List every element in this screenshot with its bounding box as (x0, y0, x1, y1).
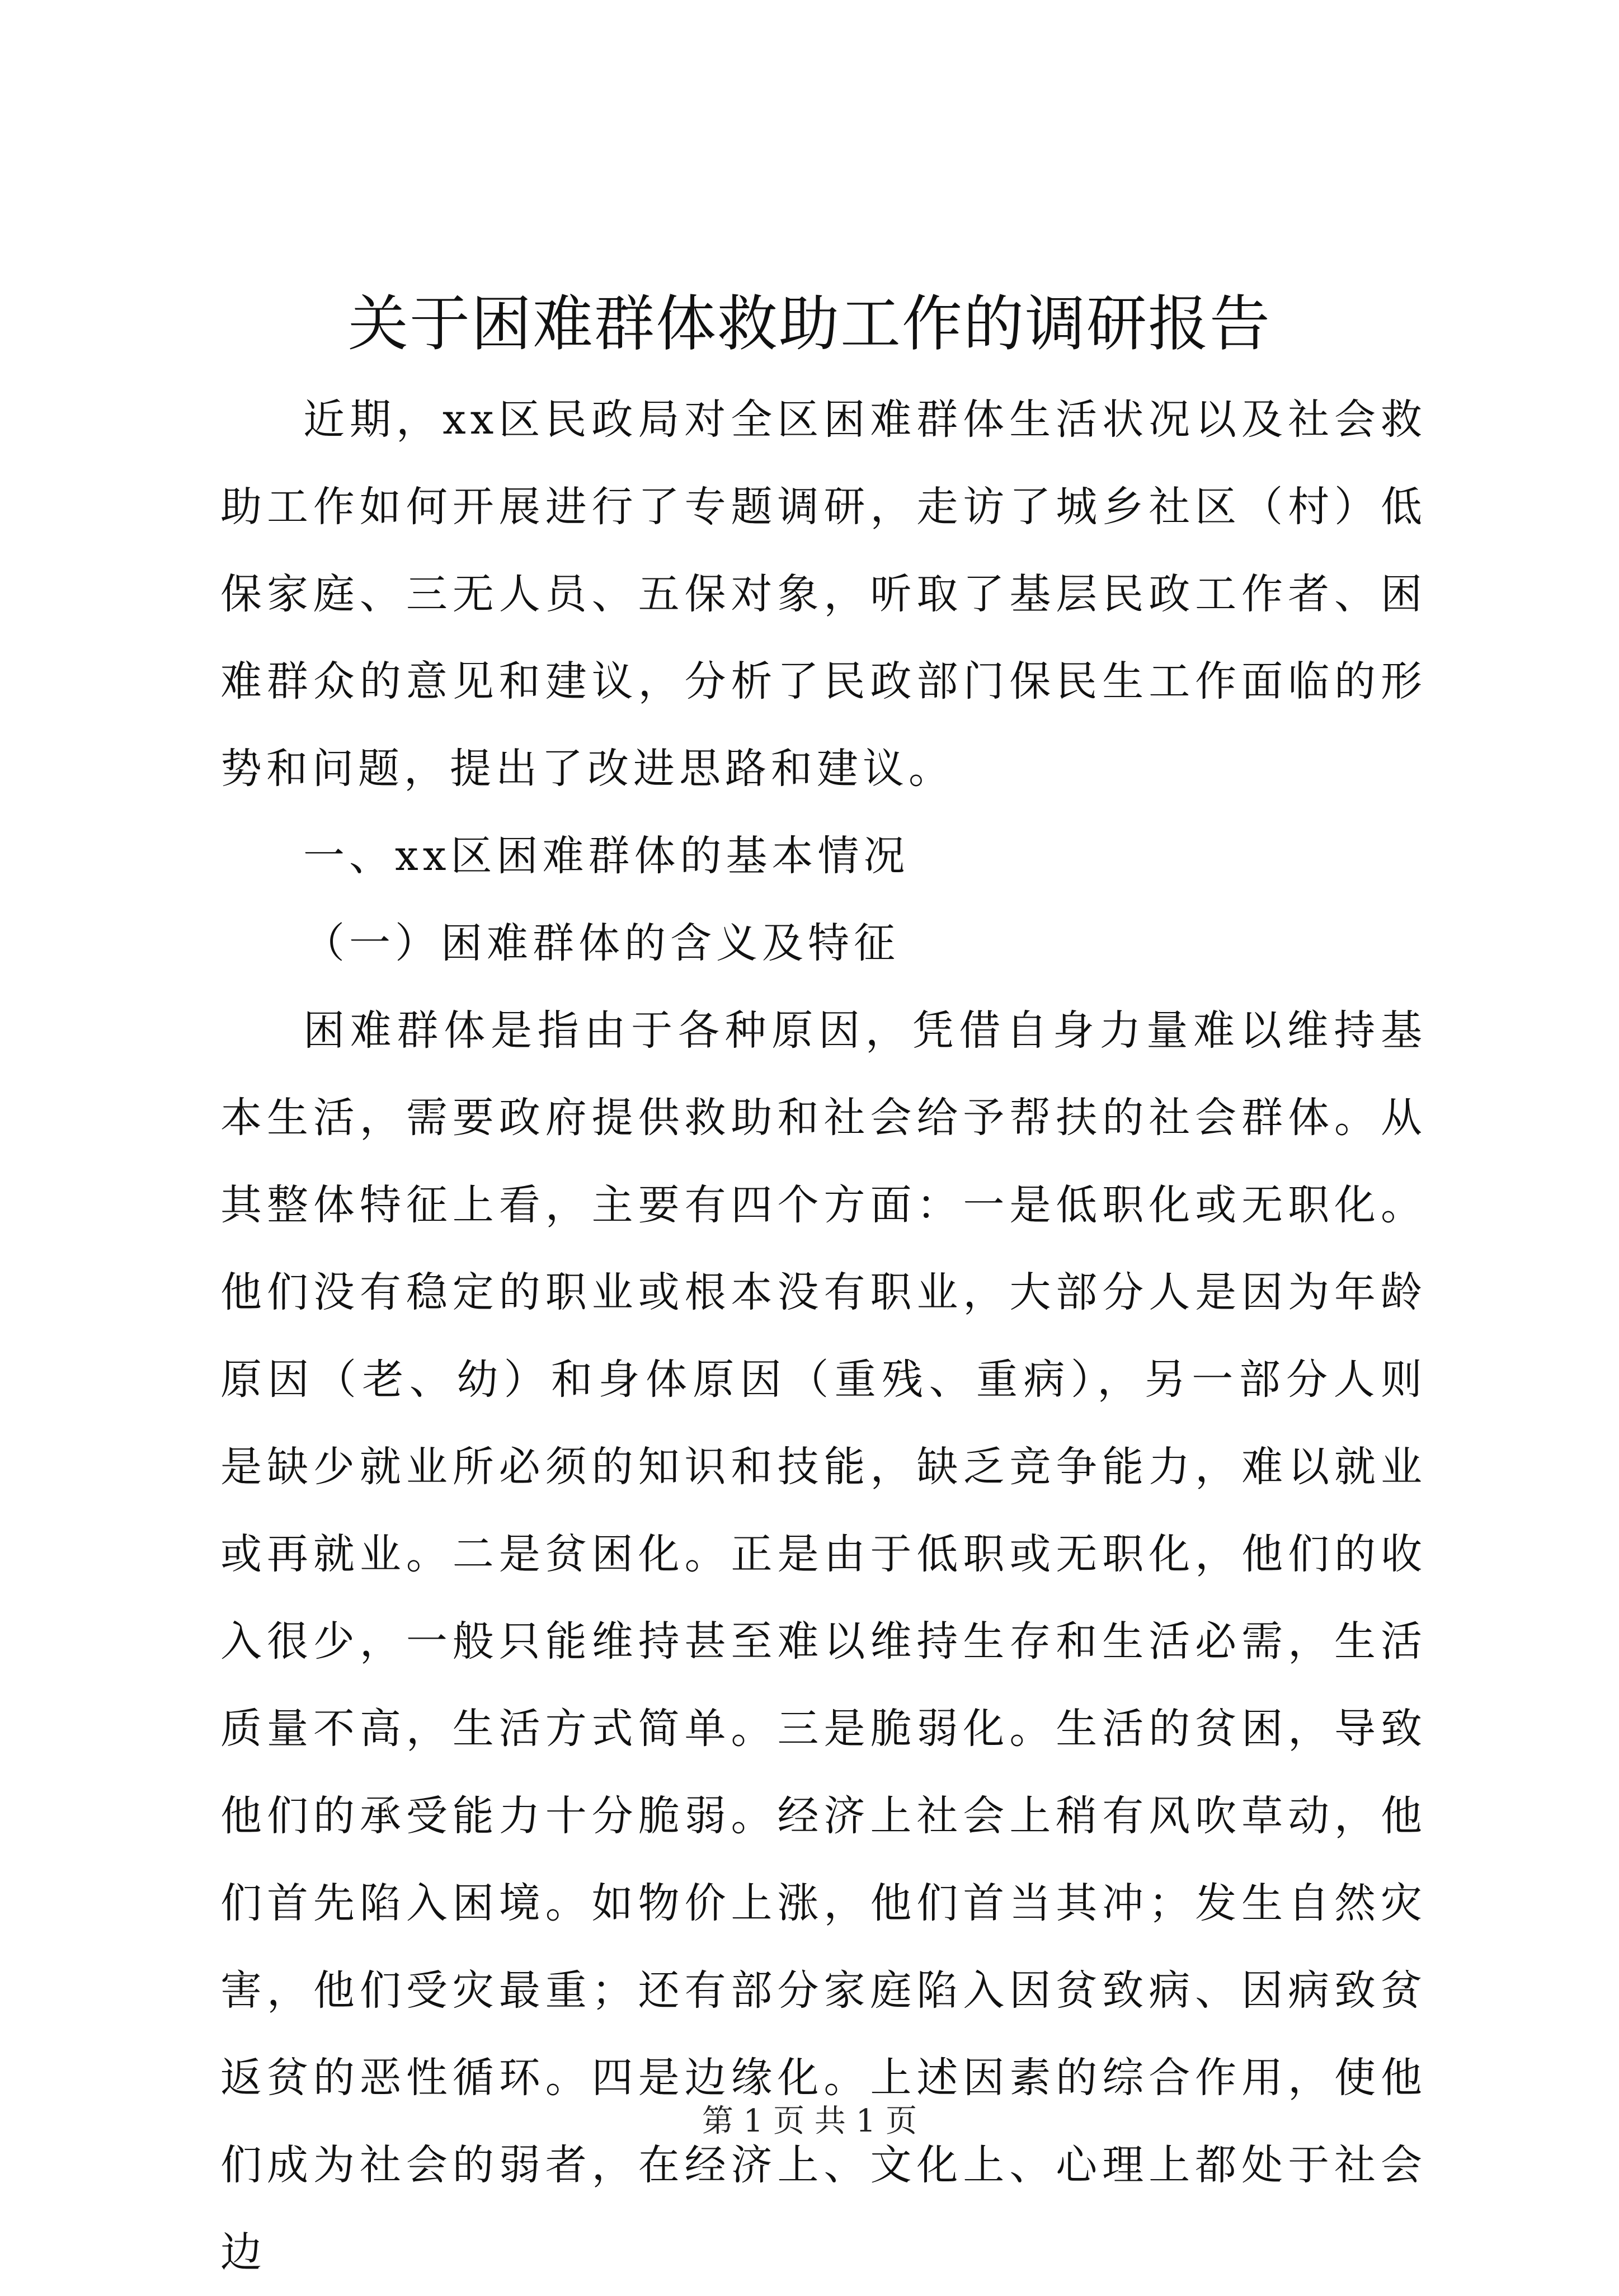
document-title: 关于困难群体救助工作的调研报告 (347, 289, 1271, 359)
intro-paragraph: 近期，xx区民政局对全区困难群体生活状况以及社会救助工作如何开展进行了专题调研，走访了城乡社区（村）低保家庭、三无人员、五保对象，听取了基层民政工作者、困难群众的意见和建议，分析了民政部门保民生工作面临的形势和问题，提出了改进思路和建议。 (220, 396, 1427, 793)
subsection-heading: （一）困难群体的含义及特征 (303, 919, 900, 967)
document-body (220, 376, 1427, 2296)
section-heading: 一、xx区困难群体的基本情况 (303, 832, 910, 880)
body-paragraph: 困难群体是指由于各种原因，凭借自身力量难以维持基本生活，需要政府提供救助和社会给予帮扶的社会群体。从其整体特征上看，主要有四个方面：一是低职化或无职化。他们没有稳定的职业或根本没有职业，大部分人是因为年龄原因（老、幼）和身体原因（重残、重病），另一部分人则是缺少就业所必须的知识和技能，缺乏竞争能力，难以就业或再就业。二是贫困化。正是由于低职或无职化，他们的收入很少，一般只能维持甚至难以维持生存和生活必需，生活质量不高，生活方式简单。三是脆弱化。生活的贫困，导致他们的承受能力十分脆弱。经济上社会上稍有风吹草动，他们首先陷入困境。如物价上涨，他们首当其冲；发生自然灾害，他们受灾最重；还有部分家庭陷入因贫致病、因病致贫返贫的恶性循环。四是边缘化。上述因素的综合作用，使他们成为社会的弱者，在经济上、文化上、心理上都处于社会边 (220, 1006, 1427, 2276)
page-footer: 第 1 页 共 1 页 (702, 2103, 917, 2139)
